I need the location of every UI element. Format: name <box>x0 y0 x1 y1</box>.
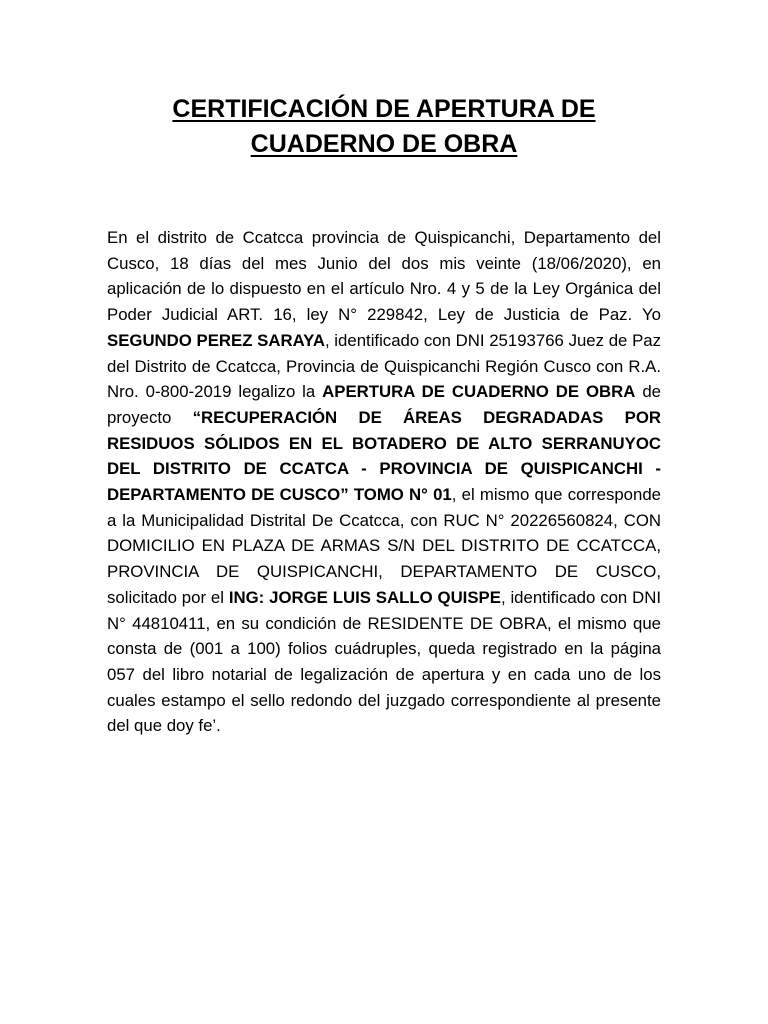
title-line-1: CERTIFICACIÓN DE APERTURA DE <box>172 95 596 123</box>
paragraph-run-bold: “RECUPERACIÓN DE ÁREAS DEGRADADAS POR RESIDUOS SÓLIDOS EN EL BOTADERO DE ALTO SERRANUYOC DEL DISTRITO DE CCATCA - PROVINCIA DE QUISPICANCHI - DEPARTAMENTO DE CUSCO” TOMO N° 01 <box>107 407 662 505</box>
paragraph-run-bold: SEGUNDO PEREZ SARAYA <box>107 330 325 350</box>
document-title <box>84 92 684 162</box>
certification-paragraph <box>107 225 661 739</box>
paragraph-run: , identificado con DNI N° 44810411, en su condición de RESIDENTE DE OBRA, el mismo que consta de (001 a 100) folios cuádruples, queda registrado en la página 057 del libro notarial de legalización de apertura y en cada uno de los cuales estampo el sello redondo del juzgado correspondiente al presente del que doy fe’. <box>107 587 662 736</box>
paragraph-run-bold: APERTURA DE CUADERNO DE OBRA <box>322 382 636 402</box>
paragraph-run: de proyecto <box>107 382 661 427</box>
paragraph-run: En el distrito de Ccatcca provincia de Quispicanchi, Departamento del Cusco, 18 días del mes Junio del dos mis veinte (18/06/2020), en aplicación de lo dispuesto en el artículo Nro. 4 y 5 de la Ley Orgánica del Poder Judicial ART. 16, ley N° 229842, Ley de Justicia de Paz. Yo <box>107 228 661 325</box>
paragraph-run-bold: ING: JORGE LUIS SALLO QUISPE <box>228 587 501 607</box>
paragraph-run: , identificado con DNI 25193766 Juez de Paz del Distrito de Ccatcca, Provincia de Quispicanchi Región Cusco con R.A. Nro. 0-800-2019 legalizo la <box>107 330 661 402</box>
title-line-2: CUADERNO DE OBRA <box>250 130 518 158</box>
paragraph-run: , el mismo que corresponde a la Municipalidad Distrital De Ccatcca, con RUC N° 20226560824, CON DOMICILIO EN PLAZA DE ARMAS S/N DEL DISTRITO DE CCATCCA, PROVINCIA DE QUISPICANCHI, DEPARTAMENTO DE CUSCO, solicitado por el <box>107 485 661 607</box>
